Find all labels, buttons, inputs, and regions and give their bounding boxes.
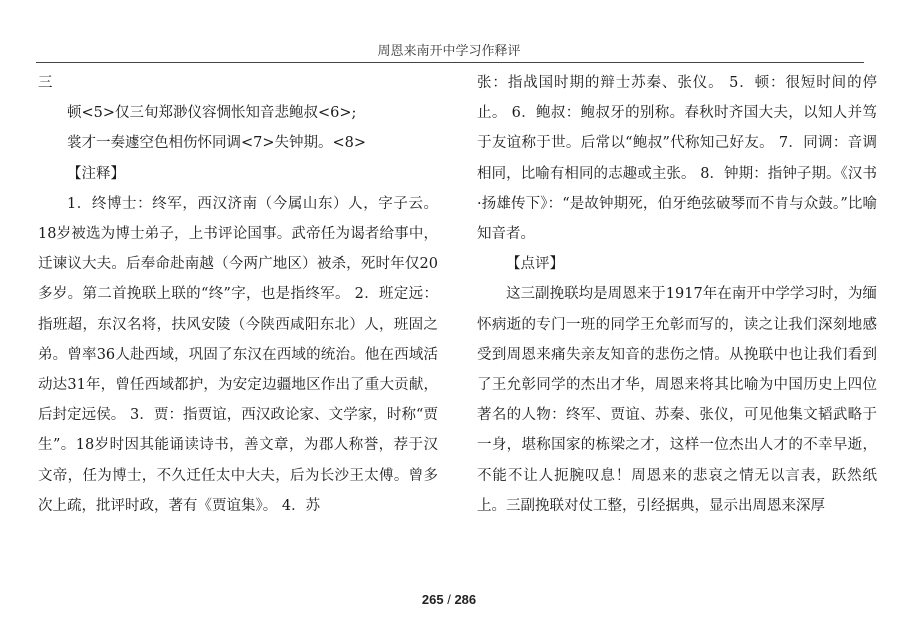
total-pages: 286	[454, 592, 477, 607]
notes-paragraph: 1．终博士：终军，西汉济南（今属山东）人，字子云。18岁被选为博士弟子，上书评论国事。武帝任为谒者给事中，迁谏议大夫。后奉命赴南越（今两广地区）被杀，死时年仅20多岁。第二首挽联上联的“终”字，也是指终军。 2．班定远：指班超，东汉名将，扶风安陵（今陕西咸阳东北）人，班固之弟。曾率36人赴西域，巩固了东汉在西域的统治。他在西域活动达31年，曾任西域都护，为安定边疆地区作出了重大贡献，后封定远侯。 3．贾：指贾谊，西汉政论家、文学家，时称“贾生”。18岁时因其能诵读诗书，善文章，为郡人称誉，荐于汉文帝，任为博士，不久迁任太中大夫，后为长沙王太傅。曾多次上疏，批评时政，著有《贾谊集》。 4．苏	[38, 195, 438, 514]
poem-line-2: 裳才一奏遽空色相伤怀同调<7>失钟期。<8>	[67, 135, 367, 152]
section-number: 三	[38, 75, 53, 91]
page-number	[0, 592, 898, 607]
running-header: 周恩来南开中学习作释评	[377, 44, 521, 59]
page-separator: /	[447, 592, 451, 607]
poem-line-1: 顿<5>仅三旬郑渺仪容惆怅知音悲鲍叔<6>;	[67, 105, 357, 122]
header-divider	[36, 62, 864, 63]
commentary-paragraph: 这三副挽联均是周恩来于1917年在南开中学学习时，为缅怀病逝的专门一班的同学王允彰而写的，读之让我们深刻地感受到周恩来痛失亲友知音的悲伤之情。从挽联中也让我们看到了王允彰同学的杰出才华，周恩来将其比喻为中国历史上四位著名的人物：终军、贾谊、苏秦、张仪，可见他集文韬武略于一身，堪称国家的栋梁之才，这样一位杰出人才的不幸早逝，不能不让人扼腕叹息！周恩来的悲哀之情无以言表，跃然纸上。三副挽联对仗工整，引经据典，显示出周恩来深厚	[477, 286, 877, 514]
left-column	[38, 68, 438, 521]
commentary-heading: 【点评】	[506, 256, 564, 273]
notes-heading: 【注释】	[67, 165, 125, 182]
right-column	[477, 68, 877, 521]
notes-continued-paragraph: 张：指战国时期的辩士苏秦、张仪。 5．顿：很短时间的停止。 6．鲍叔：鲍叔牙的别称。春秋时齐国大夫，以知人并笃于友谊称于世。后常以“鲍叔”代称知己好友。 7．同调：音调相同，比喻有相同的志趣或主张。 8．钟期：指钟子期。《汉书·扬雄传下》：“是故钟期死，伯牙绝弦破琴而不肯与众鼓。”比喻知音者。	[477, 75, 877, 243]
current-page: 265	[421, 592, 444, 607]
